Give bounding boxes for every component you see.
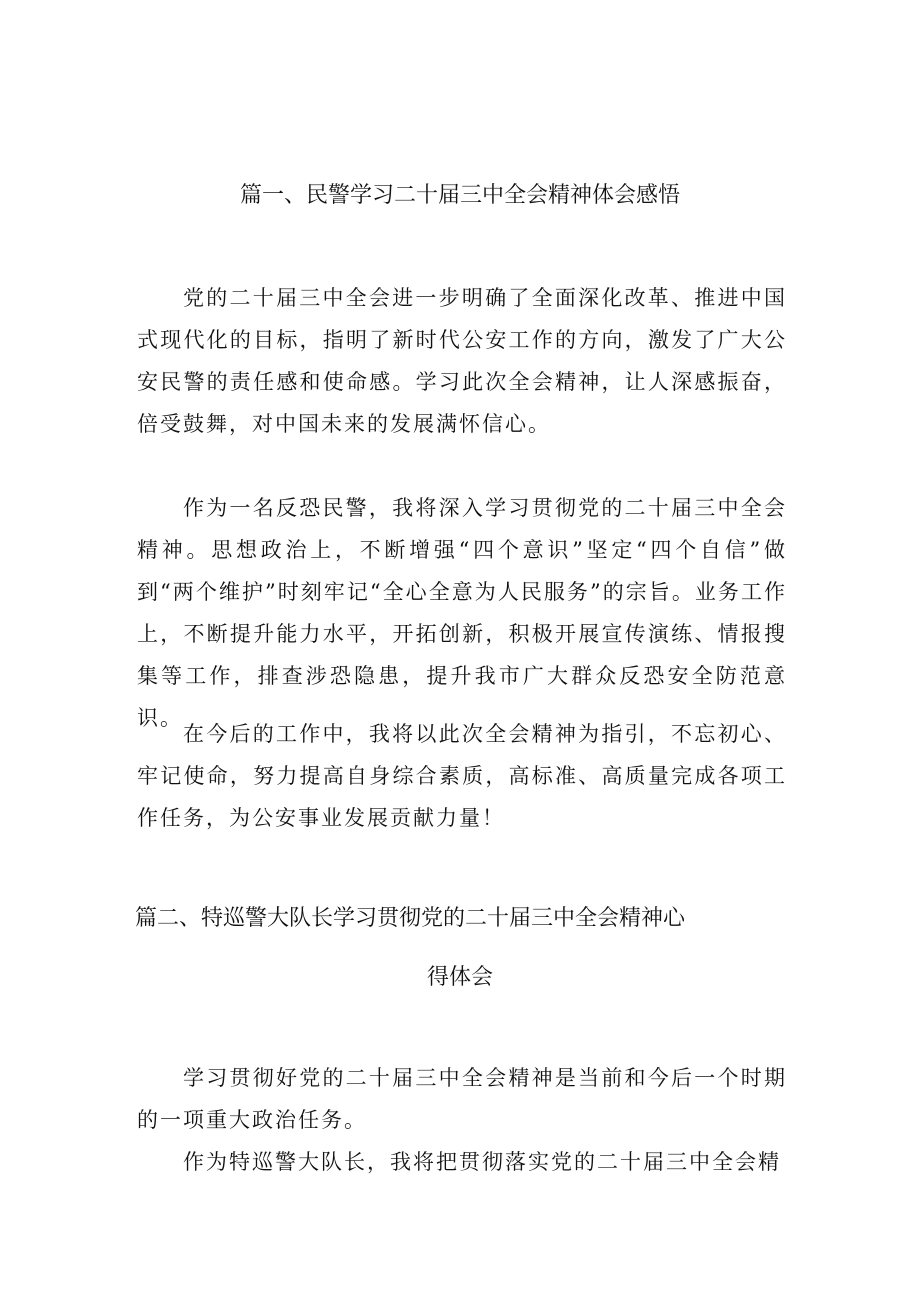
section-1-paragraph-2: 作为一名反恐民警，我将深入学习贯彻党的二十届三中全会精神。思想政治上，不断增强“四个意识”坚定“四个自信”做到“两个维护”时刻牢记“全心全意为人民服务”的宗旨。业务工作上，不断提升能力水平，开拓创新，积极开展宣传演练、情报搜集等工作，排查涉恐隐患，提升我市广大群众反恐安全防范意识。 — [137, 496, 787, 730]
section-2-title-line-1: 篇二、特巡警大队长学习贯彻党的二十届三中全会精神心 — [135, 906, 686, 931]
section-1-paragraph-3: 在今后的工作中，我将以此次全会精神为指引，不忘初心、牢记使命，努力提高自身综合素质，高标准、高质量完成各项工作任务，为公安事业发展贡献力量！ — [137, 722, 787, 830]
section-2-paragraph-1: 学习贯彻好党的二十届三中全会精神是当前和今后一个时期的一项重大政治任务。 — [137, 1066, 787, 1132]
section-1-paragraph-1: 党的二十届三中全会进一步明确了全面深化改革、推进中国式现代化的目标，指明了新时代公安工作的方向，激发了广大公安民警的责任感和使命感。学习此次全会精神，让人深感振奋，倍受鼓舞，对中国未来的发展满怀信心。 — [137, 286, 787, 436]
section-2-paragraph-2: 作为特巡警大队长，我将把贯彻落实党的二十届三中全会精 — [183, 1150, 781, 1174]
section-2-title-line-2: 得体会 — [426, 965, 493, 990]
section-1-title: 篇一、民警学习二十届三中全会精神体会感悟 — [239, 183, 680, 208]
